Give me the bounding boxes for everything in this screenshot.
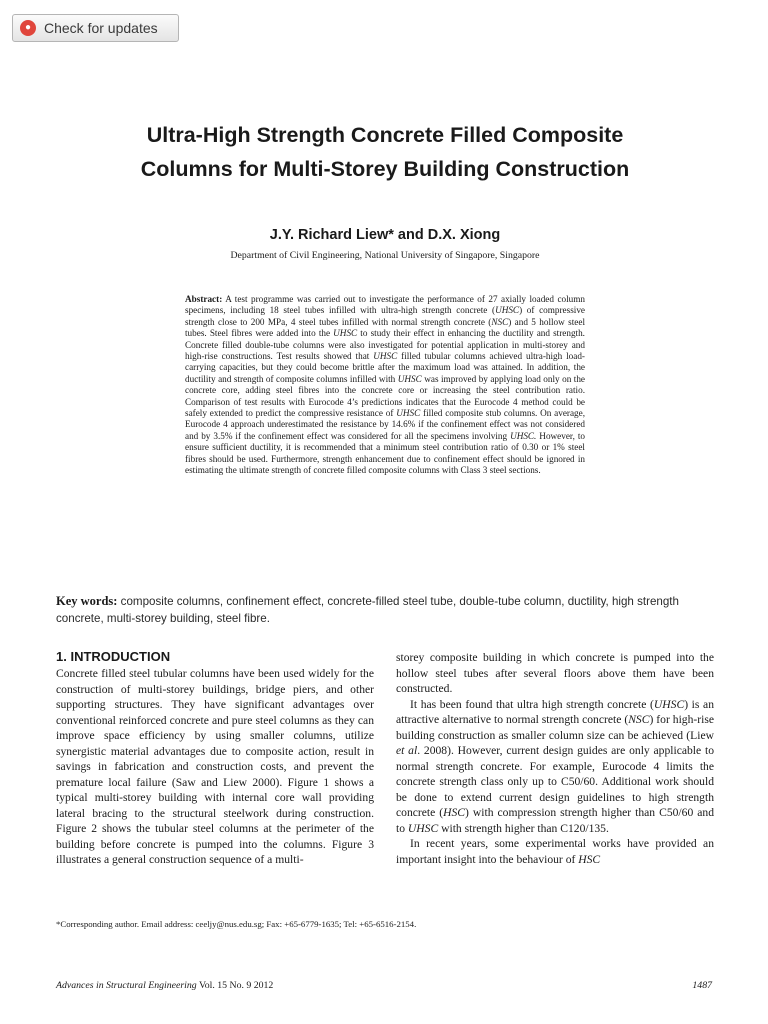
intro-paragraph (396, 697, 714, 837)
abstract-text: filled tubular columns achieved ultra-high load-carrying capacities, but they could become brittle after the maximum load was attained. In addition, the ductility and strength of composite columns infilled with (185, 351, 585, 384)
title-line-2: Columns for Multi-Storey Building Construction (140, 157, 630, 181)
term: HSC (578, 852, 601, 866)
abstract-term: UHSC (333, 328, 358, 339)
paper-title (60, 118, 710, 186)
abstract-text: However, to ensure sufficient ductility, it is recommended that a minimum steel contribution ratio of 0.30 or 1% steel fibres should be used. Furthermore, strength enhancement due to confinement effect should be ignored in estimating the ultimate strength of concrete filled composite columns with Class 3 steel sections. (185, 430, 586, 476)
paragraph-text: It has been found that ultra high strength concrete ( (410, 697, 654, 711)
paragraph-text: ) with compression strength higher than C50/60 and to (396, 806, 714, 835)
paragraph-text: ) is an attractive alternative to normal strength concrete ( (396, 697, 714, 726)
affiliation: Department of Civil Engineering, National University of Singapore, Singapore (230, 250, 540, 261)
abstract-label: Abstract: (185, 294, 223, 304)
paragraph-text: . 2008). However, current design guides are only applicable to normal strength concrete. For example, Eurocode 4 limits the concrete strength class only up to C50/60. Additional work should be done to extend current design guidelines to high strength concrete ( (396, 744, 714, 819)
keywords (56, 593, 716, 627)
abstract-term: UHSC (373, 351, 398, 362)
intro-paragraph: storey composite building in which concrete is pumped into the hollow steel tubes after several floors above them have been constructed. (396, 651, 714, 695)
journal-name: Advances in Structural Engineering (56, 980, 197, 991)
term: et al (396, 744, 418, 757)
paragraph-text: In recent years, some experimental works have provided an important insight into the behaviour of (396, 837, 714, 866)
abstract-text: ) and 5 hollow steel tubes. Steel fibres were added into the (185, 316, 585, 339)
right-column (396, 650, 714, 867)
journal-footer (56, 980, 273, 992)
bookmark-icon: ● (20, 20, 36, 36)
term: UHSC (653, 697, 685, 711)
journal-volume: Vol. 15 No. 9 2012 (196, 980, 274, 991)
abstract-term: UHSC (495, 305, 520, 316)
intro-paragraph: Concrete filled steel tubular columns have been used widely for the construction of multi-storey buildings, bridge piers, and other supporting structures. They have significant advantages over conventional reinforced concrete and pure steel columns as they can improve space efficiency by using smaller columns, utilize synergistic material advantages due to composite action, result in savings in fabrication and construction costs, and prevent the premature local failure (Saw and Liew 2000). Figure 1 shows a typical multi-storey building with internal core wall providing lateral bracing to the structural steelwork during construction. Figure 2 shows the tubular steel columns at the perimeter of the building before concrete is pumped into the columns. Figure 3 illustrates a general construction sequence of a multi- (56, 667, 374, 866)
abstract-term: UHSC. (510, 430, 537, 441)
section-heading-introduction: 1. INTRODUCTION (56, 649, 171, 664)
abstract-text: ) of compressive strength close to 200 MPa, 4 steel tubes infilled with normal strength concrete ( (185, 305, 585, 327)
paragraph-text: ) for high-rise building construction as smaller column size can be achieved (Liew (396, 713, 714, 742)
left-column (56, 666, 374, 868)
paragraph-text: with strength higher than C120/135. (438, 821, 609, 835)
abstract-text: filled composite stub columns. On average, Eurocode 4 approach underestimated the resistance by 14.6% if the confinement effect was not considered and by 3.5% if the confinement effect was considered for all the specimens involving (185, 408, 586, 441)
abstract-text: A test programme was carried out to investigate the performance of 27 axially loaded column specimens, including 18 steel tubes infilled with ultra-high strength concrete ( (185, 294, 585, 316)
abstract (185, 294, 585, 477)
abstract-text: was improved by applying load only on the concrete core, adding steel fibres into the concrete core or increasing the steel contribution ratio. Comparison of test results with Eurocode 4’s predictions indicates that the Eurocode 4 method could be safely extended to predict the compressive resistance of (185, 373, 585, 419)
term: NSC (628, 713, 650, 726)
abstract-term: NSC (491, 316, 509, 327)
check-for-updates-button[interactable] (12, 14, 179, 42)
term: UHSC (407, 821, 439, 835)
abstract-term: UHSC (396, 408, 421, 419)
check-for-updates-label: Check for updates (44, 20, 158, 36)
intro-paragraph (396, 836, 714, 867)
keywords-text: composite columns, confinement effect, concrete-filled steel tube, double-tube column, ductility, high strength concrete, multi-storey building, steel fibre. (56, 595, 679, 625)
footnote: *Corresponding author. Email address: ceeljy@nus.edu.sg; Fax: +65-6779-1635; Tel: +65-6516-2154. (56, 919, 417, 929)
title-line-1: Ultra-High Strength Concrete Filled Composite (146, 123, 624, 147)
term: HSC (443, 806, 466, 819)
abstract-term: UHSC (397, 373, 422, 384)
abstract-text: to study their effect in enhancing the ductility and strength. Concrete filled double-tube columns were also investigated for potential application in multi-storey and high-rise constructions. Test results showed that (185, 328, 585, 362)
keywords-label: Key words: (56, 594, 118, 608)
page-number: 1487 (692, 980, 712, 991)
authors: J.Y. Richard Liew* and D.X. Xiong (269, 227, 501, 243)
